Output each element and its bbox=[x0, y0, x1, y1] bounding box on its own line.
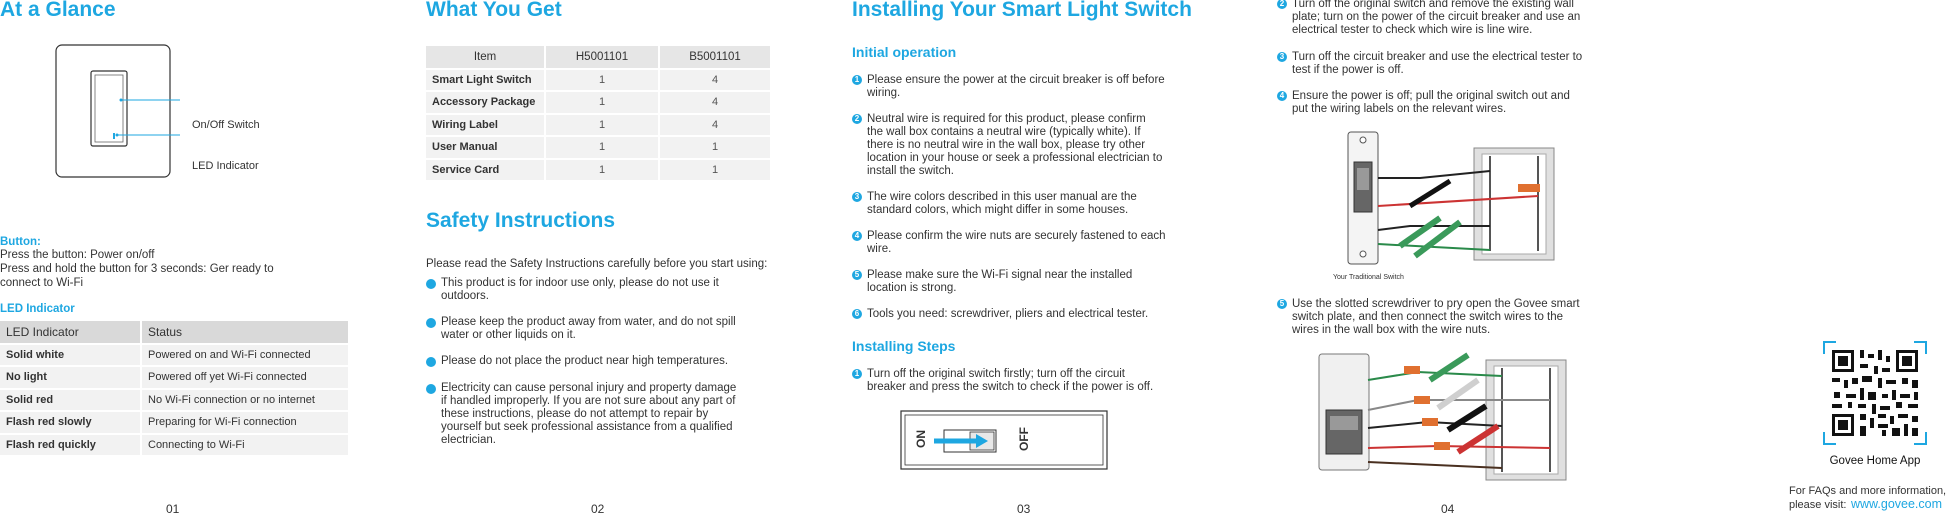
button-line-1: Press the button: Power on/off bbox=[0, 249, 155, 261]
line: Turn off the original switch firstly; turn off the circuit bbox=[867, 368, 1126, 380]
line: the wall box contains a neutral wire (typically white). If bbox=[867, 126, 1141, 138]
table-row bbox=[0, 366, 349, 389]
safety-item bbox=[426, 355, 728, 368]
qty: 1 bbox=[545, 114, 659, 137]
line: electrical tester to check which wire is line wire. bbox=[1292, 24, 1533, 36]
line: wire. bbox=[867, 243, 892, 255]
contents-table-header bbox=[426, 46, 771, 69]
led-status: No Wi-Fi connection or no internet bbox=[141, 389, 349, 412]
faq-line-1: For FAQs and more information, bbox=[1789, 485, 1947, 497]
qty: 1 bbox=[545, 69, 659, 92]
qty: 1 bbox=[659, 136, 771, 159]
line: Use the slotted screwdriver to pry open the Govee smart bbox=[1292, 298, 1580, 310]
qty: 1 bbox=[545, 91, 659, 114]
initial-item bbox=[852, 191, 1137, 217]
installing-steps-heading: Installing Steps bbox=[852, 338, 956, 354]
govee-switch-wiring-diagram bbox=[1318, 350, 1568, 485]
led-table-header bbox=[0, 321, 349, 344]
led-col-header: LED Indicator bbox=[0, 321, 141, 344]
table-row bbox=[0, 411, 349, 434]
item-col-header: Item bbox=[426, 46, 545, 69]
line: water or other liquids on it. bbox=[441, 329, 576, 341]
page-number-02: 02 bbox=[591, 502, 605, 515]
led-status: Preparing for Wi-Fi connection bbox=[141, 411, 349, 434]
line: wires in the wall box with the wire nuts. bbox=[1292, 324, 1491, 336]
line: these instructions, please do not attempt to repair by bbox=[441, 408, 709, 420]
number-badge-2: 2 bbox=[1277, 0, 1287, 9]
line: Please make sure the Wi-Fi signal near the installed bbox=[867, 269, 1133, 281]
page-number-03: 03 bbox=[1017, 502, 1031, 515]
line: if handled improperly. If you are not sure about any part of bbox=[441, 395, 736, 407]
h5001101-col-header: H5001101 bbox=[545, 46, 659, 69]
line: put the wiring labels on the relevant wires. bbox=[1292, 103, 1507, 115]
line: Turn off the original switch and remove the existing wall bbox=[1292, 0, 1574, 10]
switch-on-label: ON bbox=[914, 430, 928, 448]
contents-table bbox=[426, 46, 772, 182]
traditional-switch-wiring-diagram bbox=[1330, 126, 1560, 276]
line: electrician. bbox=[441, 434, 496, 446]
b5001101-col-header: B5001101 bbox=[659, 46, 771, 69]
line: The wire colors described in this user manual are the bbox=[867, 191, 1137, 203]
line: Tools you need: screwdriver, pliers and electrical tester. bbox=[867, 308, 1149, 320]
step-3 bbox=[1277, 51, 1582, 77]
status-col-header: Status bbox=[141, 321, 349, 344]
line: location is strong. bbox=[867, 282, 957, 294]
table-row bbox=[0, 434, 349, 457]
initial-item bbox=[852, 269, 1132, 295]
qty: 1 bbox=[659, 159, 771, 182]
line: breaker and press the switch to check if the power is off. bbox=[867, 381, 1154, 393]
callout-on-off-switch: On/Off Switch bbox=[192, 119, 260, 131]
button-line-3: connect to Wi-Fi bbox=[0, 277, 84, 289]
line: Ensure the power is off; pull the original switch out and bbox=[1292, 90, 1570, 102]
number-badge-1: 1 bbox=[852, 369, 862, 379]
led-table bbox=[0, 321, 350, 457]
bullet-icon bbox=[426, 318, 436, 328]
led-state: Flash red slowly bbox=[0, 411, 141, 434]
line: test if the power is off. bbox=[1292, 64, 1404, 76]
qty: 4 bbox=[659, 69, 771, 92]
switch-illustration bbox=[55, 44, 180, 180]
table-row bbox=[0, 389, 349, 412]
govee-home-app-label: Govee Home App bbox=[1829, 455, 1921, 467]
step-5 bbox=[1277, 298, 1580, 337]
number-badge-6: 6 bbox=[852, 309, 862, 319]
initial-item bbox=[852, 113, 1162, 178]
table-row bbox=[426, 114, 771, 137]
number-badge-1: 1 bbox=[852, 75, 862, 85]
number-badge-4: 4 bbox=[852, 231, 862, 241]
switch-off-diagram bbox=[900, 410, 1110, 472]
wire-nut-icon bbox=[1518, 184, 1540, 192]
switch-off-label: OFF bbox=[1017, 427, 1031, 451]
line: Please keep the product away from water, and do not spill bbox=[441, 316, 736, 328]
line: Neutral wire is required for this product, please confirm bbox=[867, 113, 1146, 125]
number-badge-5: 5 bbox=[1277, 299, 1287, 309]
callout-led-indicator: LED Indicator bbox=[192, 160, 259, 172]
qty: 1 bbox=[545, 159, 659, 182]
button-heading: Button: bbox=[0, 236, 41, 248]
line: install the switch. bbox=[867, 165, 954, 177]
safety-item bbox=[426, 277, 719, 303]
item-name: Wiring Label bbox=[426, 114, 545, 137]
led-state: Flash red quickly bbox=[0, 434, 141, 457]
led-state: Solid red bbox=[0, 389, 141, 412]
table-row bbox=[426, 69, 771, 92]
line: there is no neutral wire in the wall box, please try other bbox=[867, 139, 1146, 151]
line: outdoors. bbox=[441, 290, 489, 302]
qty: 4 bbox=[659, 91, 771, 114]
safety-item bbox=[426, 316, 736, 342]
line: yourself but seek professional assistance from a qualified bbox=[441, 421, 733, 433]
led-state: Solid white bbox=[0, 344, 141, 367]
qr-code-icon bbox=[1822, 340, 1928, 452]
bullet-icon bbox=[426, 384, 436, 394]
line: wiring. bbox=[867, 87, 901, 99]
number-badge-3: 3 bbox=[1277, 52, 1287, 62]
item-name: Accessory Package bbox=[426, 91, 545, 114]
page-number-01: 01 bbox=[166, 502, 180, 515]
led-state: No light bbox=[0, 366, 141, 389]
table-row bbox=[426, 159, 771, 182]
line: Electricity can cause personal injury and property damage bbox=[441, 382, 737, 394]
safety-item bbox=[426, 382, 736, 447]
govee-website-link[interactable]: www.govee.com bbox=[1851, 497, 1943, 511]
diagram-caption: Your Traditional Switch bbox=[1333, 274, 1404, 281]
page-title-at-a-glance: At a Glance bbox=[0, 0, 116, 21]
initial-item bbox=[852, 230, 1166, 256]
led-status: Powered on and Wi-Fi connected bbox=[141, 344, 349, 367]
bullet-icon bbox=[426, 357, 436, 367]
line: plate; turn on the power of the circuit breaker and use an bbox=[1292, 11, 1581, 23]
line: This product is for indoor use only, please do not use it bbox=[441, 277, 719, 289]
item-name: Service Card bbox=[426, 159, 545, 182]
initial-item bbox=[852, 74, 1165, 100]
number-badge-3: 3 bbox=[852, 192, 862, 202]
page-title-installing: Installing Your Smart Light Switch bbox=[852, 0, 1192, 21]
bullet-icon bbox=[426, 279, 436, 289]
qty: 4 bbox=[659, 114, 771, 137]
page-title-what-you-get: What You Get bbox=[426, 0, 562, 21]
number-badge-2: 2 bbox=[852, 114, 862, 124]
step-2 bbox=[1277, 0, 1580, 37]
line: Please do not place the product near high temperatures. bbox=[441, 355, 729, 367]
line: Please confirm the wire nuts are securely fastened to each bbox=[867, 230, 1166, 242]
safety-title: Safety Instructions bbox=[426, 209, 616, 232]
led-heading: LED Indicator bbox=[0, 303, 75, 315]
item-name: User Manual bbox=[426, 136, 545, 159]
line: Turn off the circuit breaker and use the electrical tester to bbox=[1292, 51, 1583, 63]
page-number-04: 04 bbox=[1441, 502, 1455, 515]
led-status: Connecting to Wi-Fi bbox=[141, 434, 349, 457]
step-1 bbox=[852, 368, 1153, 394]
line: switch plate, and then connect the switch wires to the bbox=[1292, 311, 1564, 323]
faq-line-2: please visit: bbox=[1789, 499, 1847, 511]
number-badge-5: 5 bbox=[852, 270, 862, 280]
initial-item bbox=[852, 308, 1148, 321]
table-row bbox=[426, 136, 771, 159]
number-badge-4: 4 bbox=[1277, 91, 1287, 101]
qty: 1 bbox=[545, 136, 659, 159]
line: location in your house or seek a professional electrician to bbox=[867, 152, 1163, 164]
initial-operation-heading: Initial operation bbox=[852, 44, 957, 60]
safety-intro: Please read the Safety Instructions carefully before you start using: bbox=[426, 258, 768, 270]
button-line-2: Press and hold the button for 3 seconds: Ger ready to bbox=[0, 263, 274, 275]
led-status: Powered off yet Wi-Fi connected bbox=[141, 366, 349, 389]
line: standard colors, which might differ in some houses. bbox=[867, 204, 1129, 216]
table-row bbox=[0, 344, 349, 367]
table-row bbox=[426, 91, 771, 114]
step-4 bbox=[1277, 90, 1570, 116]
item-name: Smart Light Switch bbox=[426, 69, 545, 92]
line: Please ensure the power at the circuit breaker is off before bbox=[867, 74, 1165, 86]
